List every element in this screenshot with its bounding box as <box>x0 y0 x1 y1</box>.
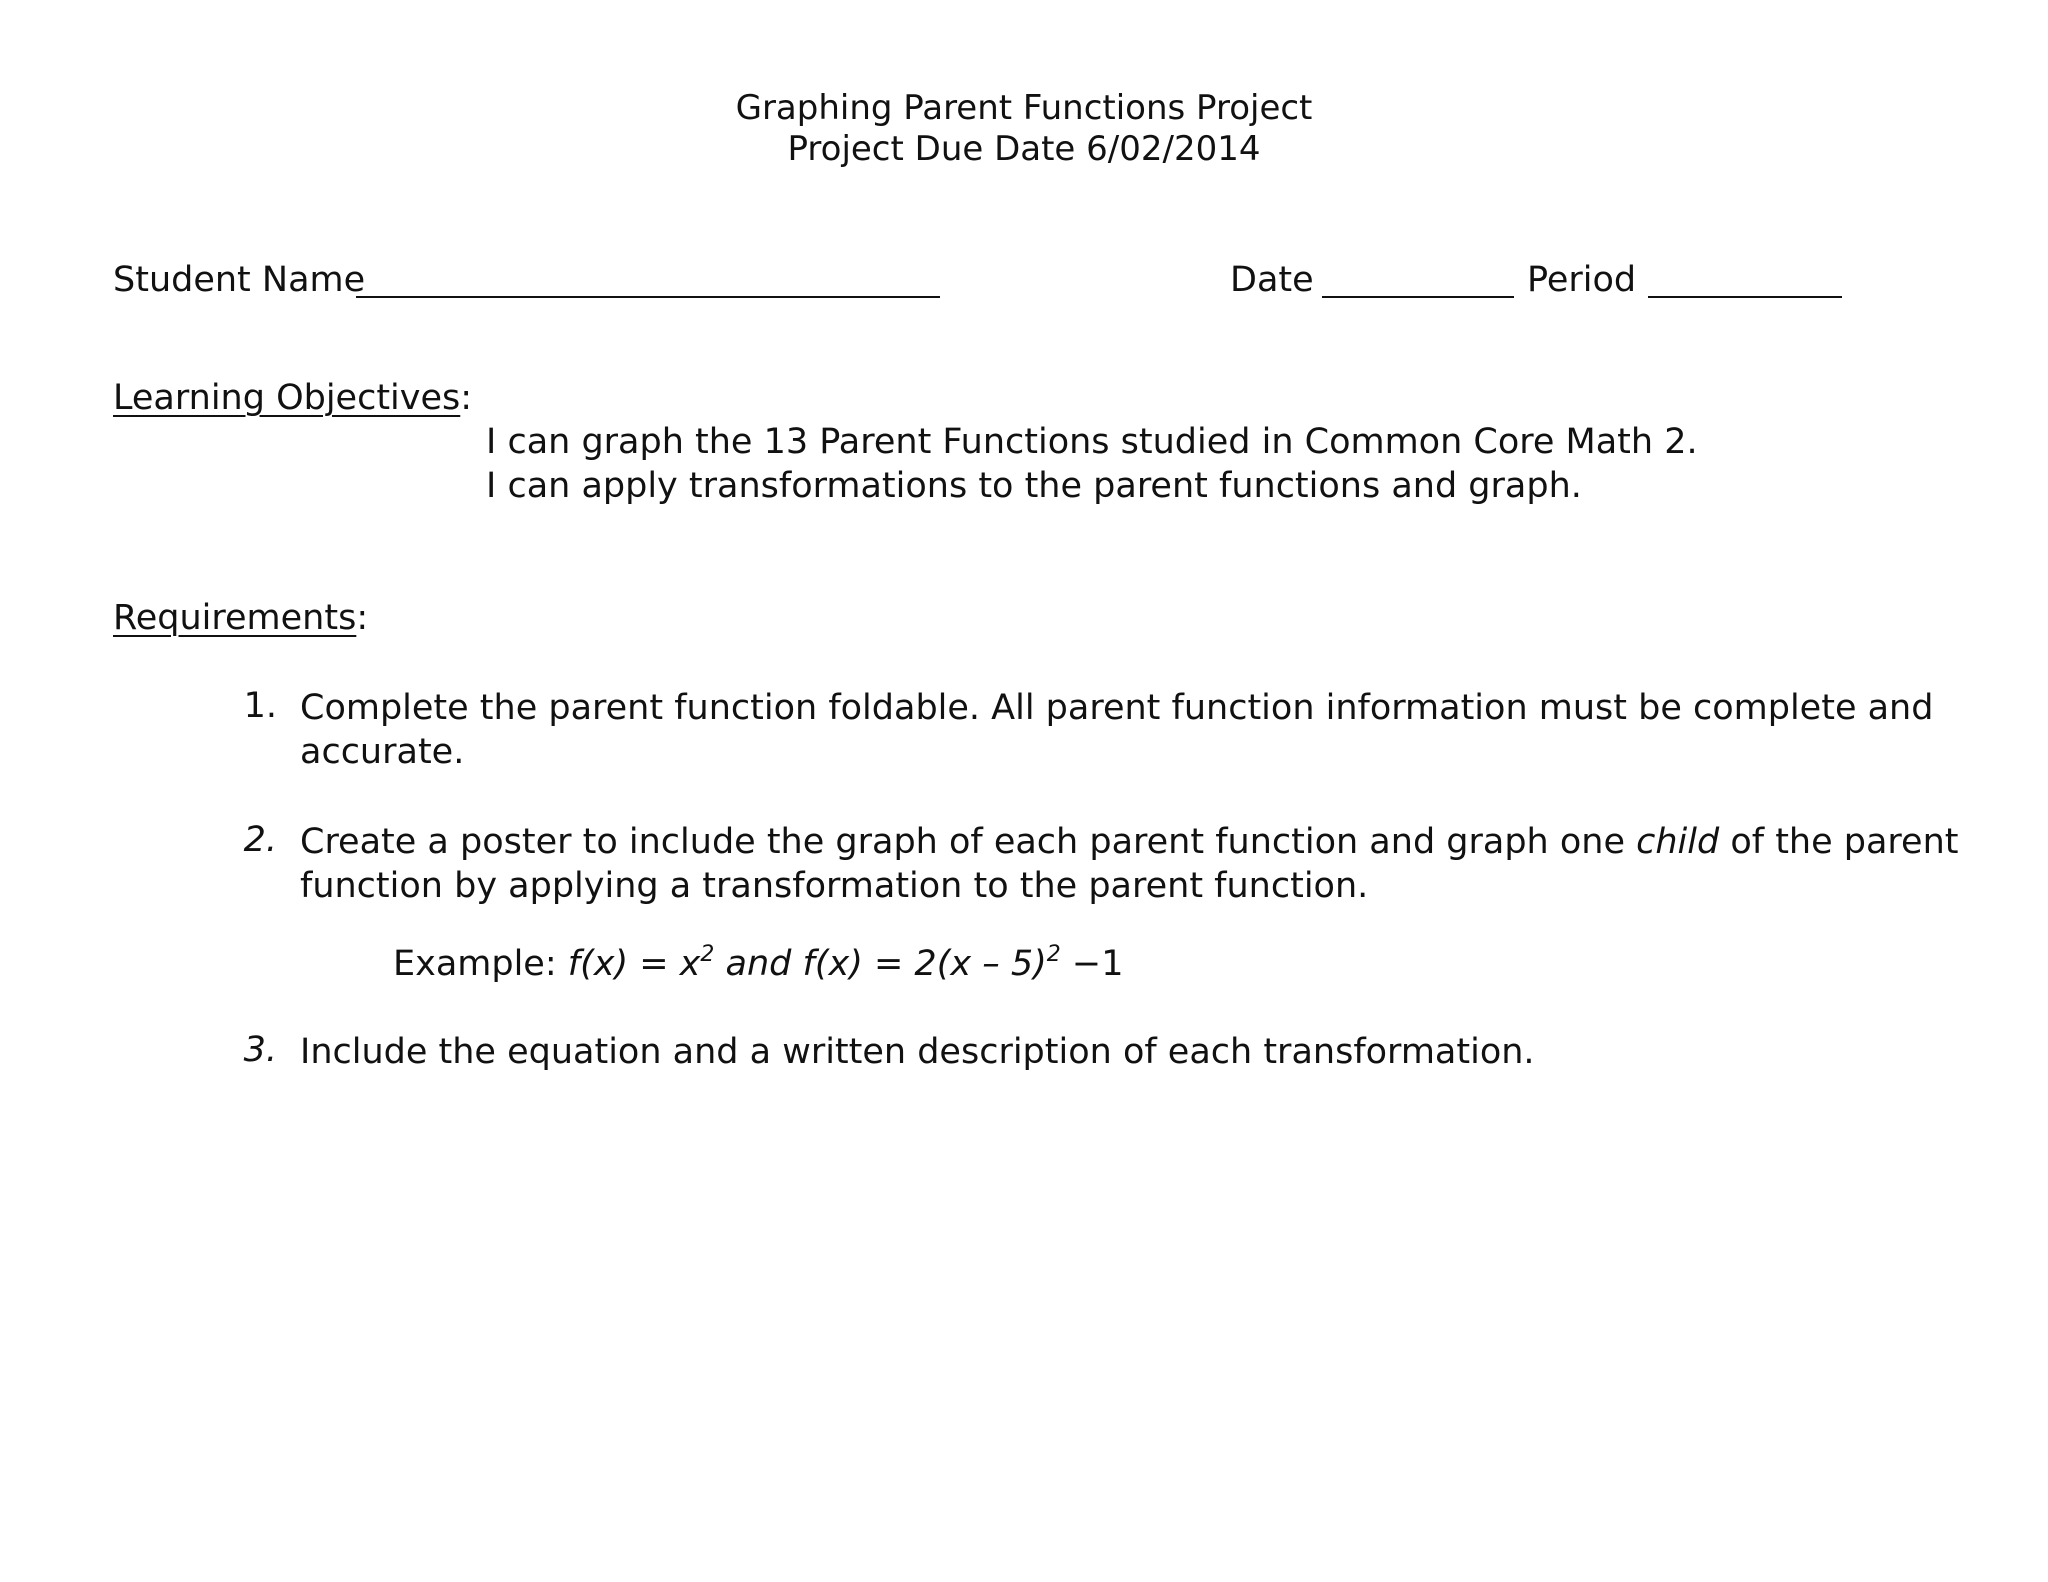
requirements-heading <box>113 598 368 638</box>
requirement-text-line: accurate. <box>300 732 465 772</box>
period-field[interactable] <box>1648 296 1842 298</box>
requirement-number: 1. <box>243 686 277 726</box>
example-exponent-2: 2 <box>1046 942 1061 967</box>
date-label: Date <box>1230 260 1314 300</box>
example-label: Example: <box>393 944 568 984</box>
learning-objectives-heading <box>113 378 472 418</box>
requirements-heading-text: Requirements <box>113 598 357 638</box>
requirement-text-line <box>300 820 1959 864</box>
example-line <box>393 942 1123 986</box>
student-name-field[interactable] <box>356 296 940 298</box>
requirement-number: 3. <box>243 1030 277 1070</box>
requirement-text-line: Include the equation and a written description of each transformation. <box>300 1032 1535 1072</box>
requirement-number: 2. <box>243 820 277 860</box>
example-conjunction: and <box>714 944 803 984</box>
requirement-text-segment: of the parent <box>1719 822 1959 862</box>
date-field[interactable] <box>1322 296 1514 298</box>
period-label: Period <box>1527 260 1637 300</box>
child-emphasis: child <box>1636 822 1720 862</box>
example-function-2: f(x) = 2(x – 5) <box>802 944 1047 984</box>
objective-item: I can graph the 13 Parent Functions studied in Common Core Math 2. <box>486 422 1698 462</box>
requirement-text-line: Complete the parent function foldable. All parent function information must be complete and <box>300 688 1934 728</box>
due-date: Project Due Date 6/02/2014 <box>787 129 1261 169</box>
example-function-1: f(x) = x <box>567 944 701 984</box>
example-tail: −1 <box>1060 944 1124 984</box>
objective-item: I can apply transformations to the parent functions and graph. <box>486 466 1582 506</box>
page-title: Graphing Parent Functions Project <box>735 88 1313 128</box>
requirements-colon: : <box>356 598 369 638</box>
learning-objectives-heading-text: Learning Objectives <box>113 378 461 418</box>
example-exponent-1: 2 <box>700 942 715 967</box>
requirement-text-line: function by applying a transformation to the parent function. <box>300 866 1369 906</box>
requirement-text-segment: Create a poster to include the graph of each parent function and graph one <box>300 822 1637 862</box>
student-name-label: Student Name <box>113 260 366 300</box>
learning-objectives-colon: : <box>460 378 473 418</box>
